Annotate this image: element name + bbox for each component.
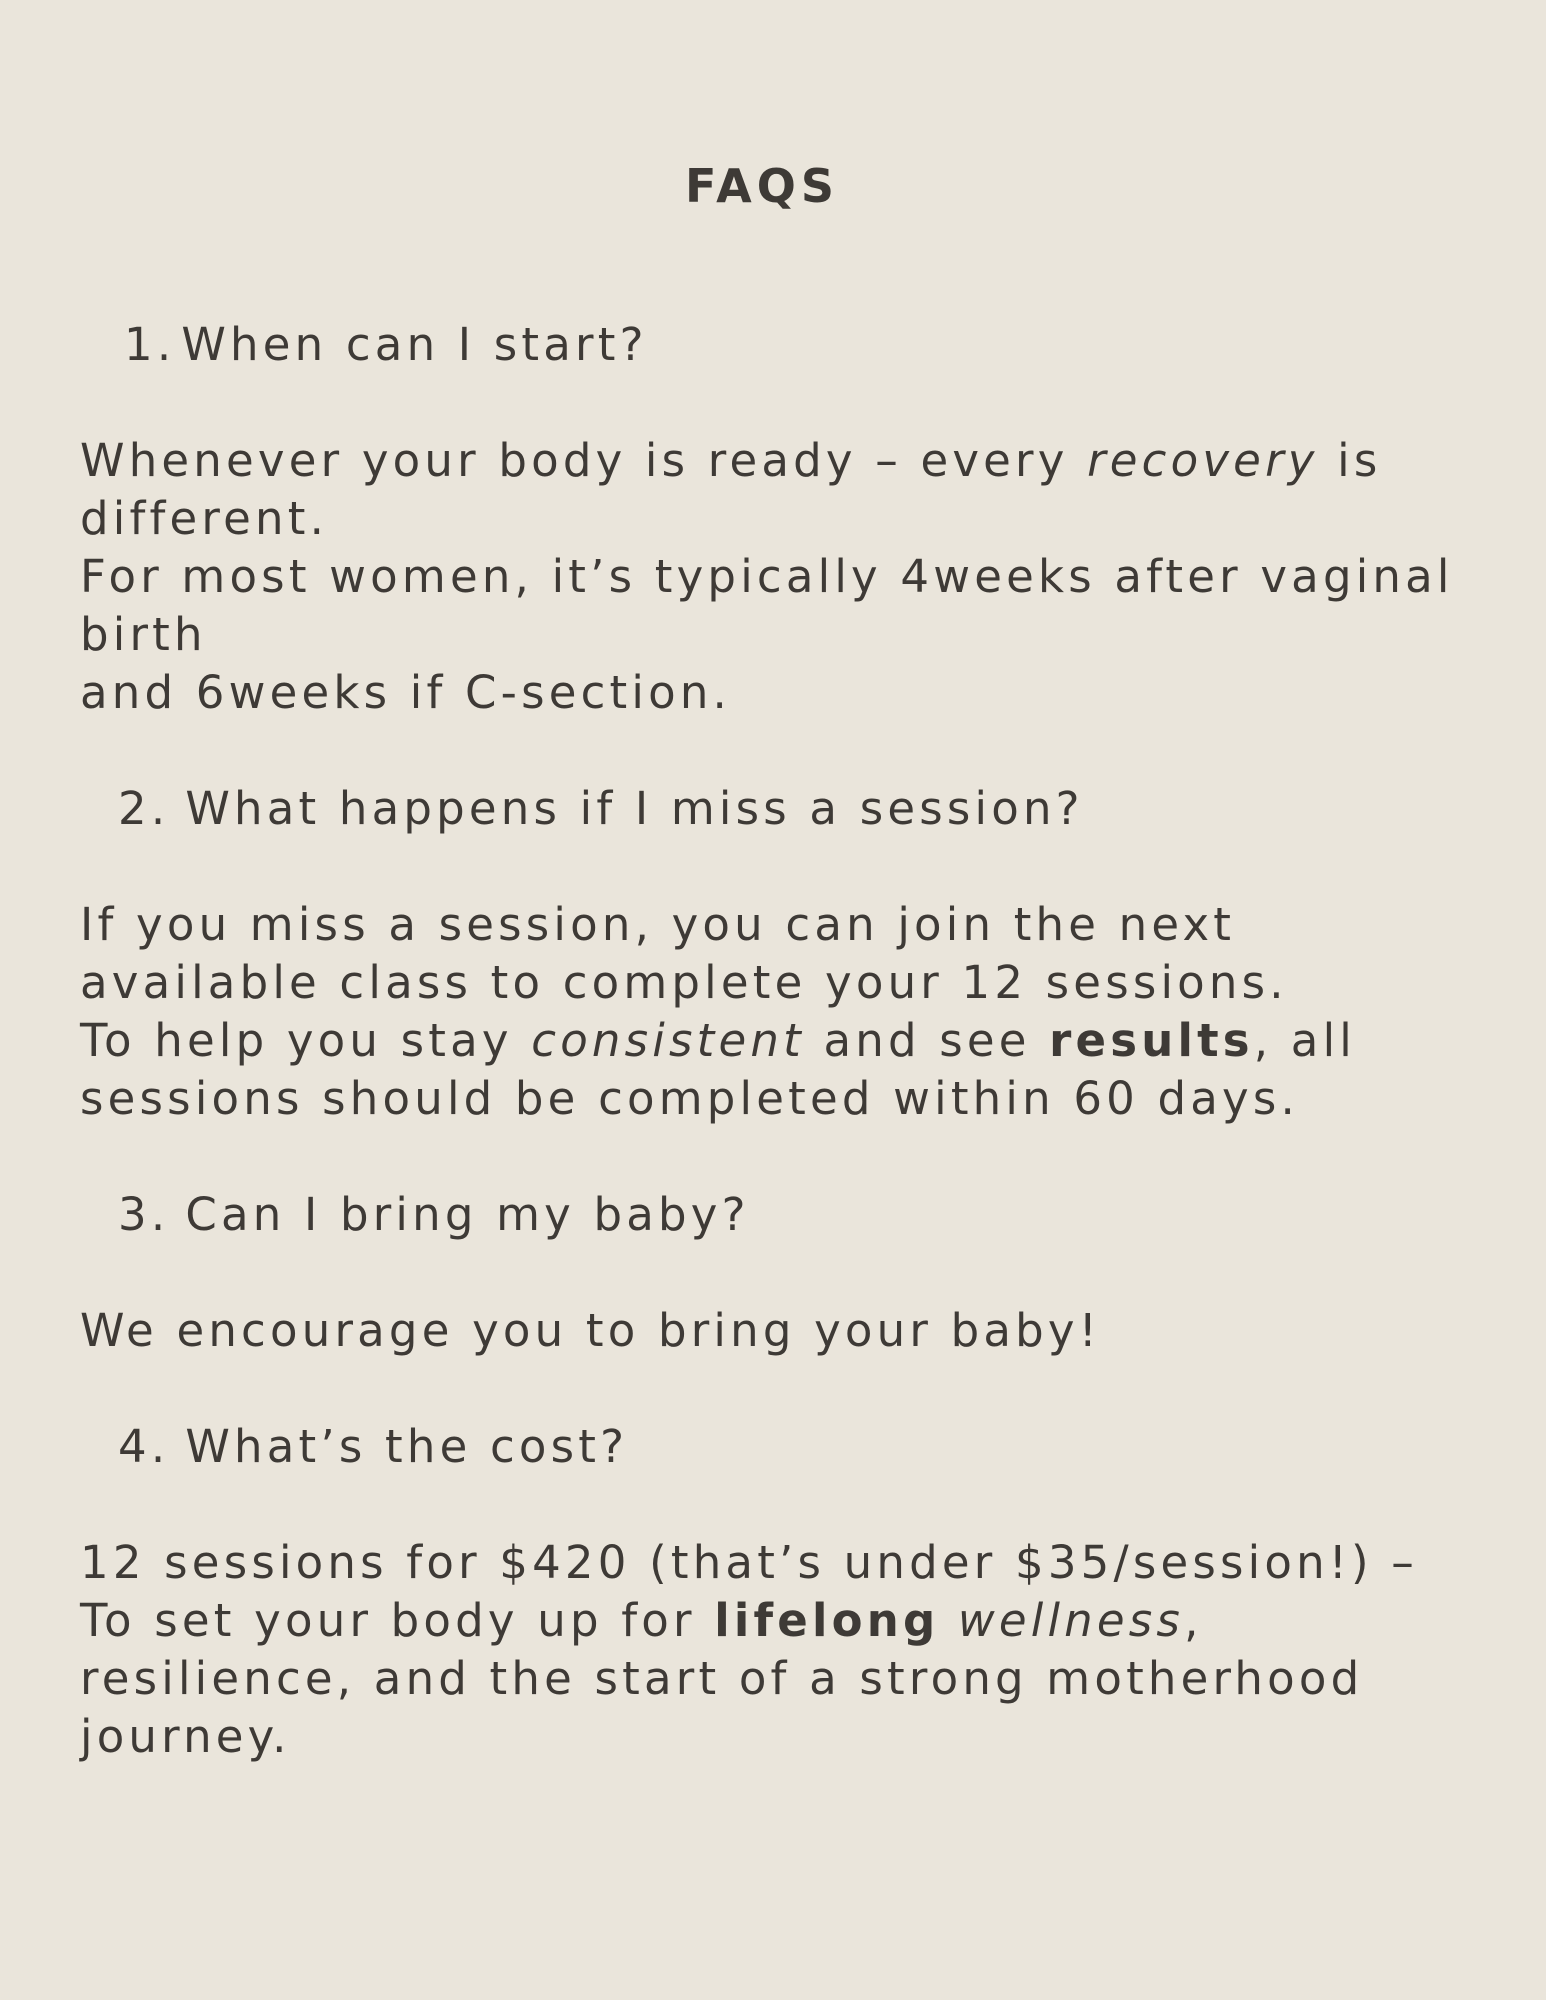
- faq-answer-4: [80, 1534, 1480, 1766]
- faq-number-3: 3.: [118, 1188, 170, 1241]
- page-title: FAQS: [685, 159, 839, 213]
- answer-line: different.: [80, 492, 329, 545]
- spacer: [80, 1360, 1480, 1418]
- answer-line: birth: [80, 608, 207, 661]
- faq-number-4: 4.: [118, 1420, 170, 1473]
- spacer: [80, 722, 1480, 780]
- faq-question-1: [80, 316, 1480, 374]
- answer-text: Whenever your body is ready – every: [80, 434, 1088, 487]
- answer-line: 12 sessions for $420 (that’s under $35/session!) –: [80, 1536, 1419, 1589]
- answer-line: If you miss a session, you can join the next: [80, 898, 1236, 951]
- answer-line: available class to complete your 12 sessions.: [80, 956, 1288, 1009]
- answer-emphasis: wellness: [957, 1594, 1185, 1647]
- answer-text: To help you stay: [80, 1014, 532, 1067]
- faq-answer-2: [80, 896, 1480, 1128]
- faq-answer-1: [80, 432, 1480, 722]
- answer-emphasis: recovery: [1087, 434, 1319, 487]
- answer-line: [80, 432, 1480, 490]
- faq-answer-3: [80, 1302, 1480, 1360]
- answer-line: journey.: [80, 1710, 291, 1763]
- answer-line: For most women, it’s typically 4weeks after vaginal: [80, 550, 1454, 603]
- faq-question-text-1: When can I start?: [181, 318, 648, 371]
- answer-line: We encourage you to bring your baby!: [80, 1304, 1101, 1357]
- spacer: [80, 1128, 1480, 1186]
- faq-question-text-2: What happens if I miss a session?: [185, 782, 1084, 835]
- answer-text: , all: [1253, 1014, 1356, 1067]
- answer-line: and 6weeks if C-section.: [80, 666, 732, 719]
- faq-question-text-4: What’s the cost?: [185, 1420, 629, 1473]
- faq-question-2: [80, 780, 1480, 838]
- answer-text: ,: [1184, 1594, 1203, 1647]
- faq-number-2: 2.: [118, 782, 170, 835]
- answer-text: [939, 1594, 958, 1647]
- faq-question-text-3: Can I bring my baby?: [185, 1188, 750, 1241]
- answer-strong: results: [1049, 1014, 1254, 1067]
- answer-line: sessions should be completed within 60 days.: [80, 1072, 1300, 1125]
- spacer: [80, 374, 1480, 432]
- spacer: [80, 838, 1480, 896]
- answer-line: resilience, and the start of a strong motherhood: [80, 1652, 1364, 1705]
- faq-list: [80, 316, 1480, 1766]
- spacer: [80, 1244, 1480, 1302]
- answer-emphasis: consistent: [531, 1014, 805, 1067]
- answer-text: To set your body up for: [80, 1594, 715, 1647]
- faq-question-4: [80, 1418, 1480, 1476]
- faq-number-1: 1.: [124, 318, 176, 371]
- answer-line: [80, 1012, 1480, 1070]
- answer-line: [80, 1592, 1480, 1650]
- spacer: [80, 1476, 1480, 1534]
- answer-text: and see: [804, 1014, 1050, 1067]
- faq-question-3: [80, 1186, 1480, 1244]
- answer-strong: lifelong: [714, 1594, 940, 1647]
- answer-text: is: [1318, 434, 1382, 487]
